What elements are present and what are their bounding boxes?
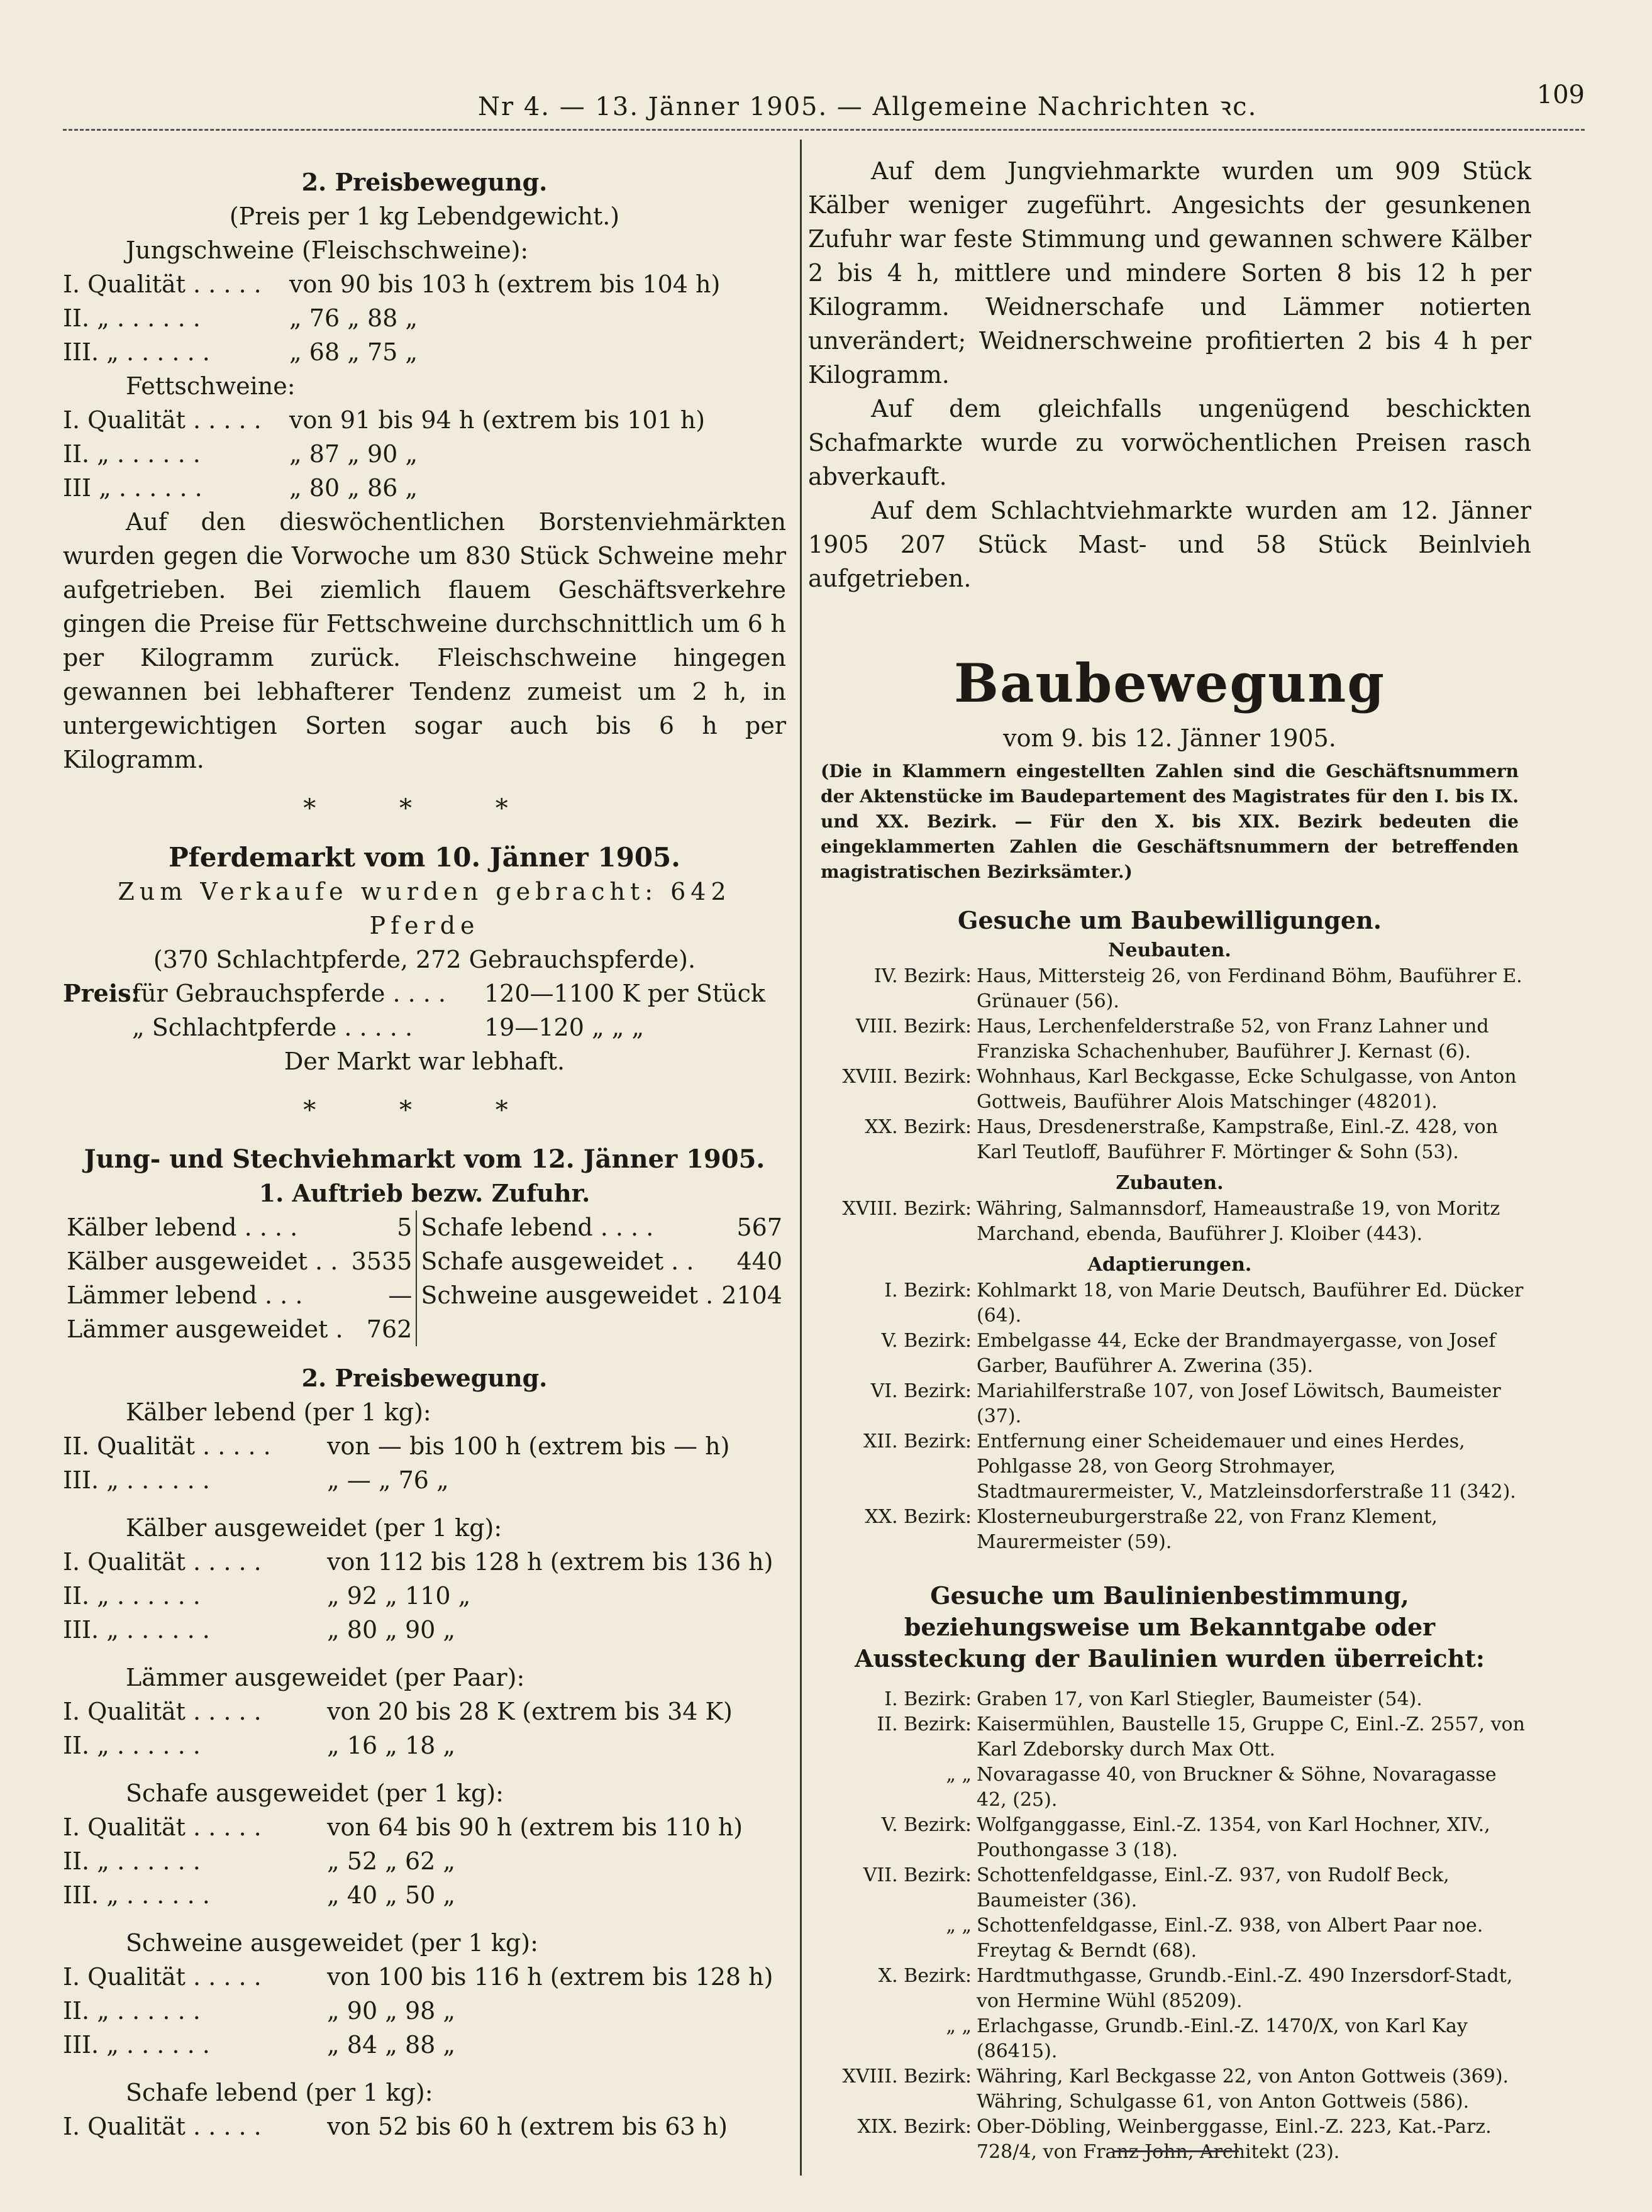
preis1-paragraph: Auf den dieswöchentlichen Borstenviehmärkten wurden gegen die Vorwoche um 830 Stück Schweine mehr aufgetrieben. Bei ziemlich flauem Geschäftsverkehre gingen die Preise für Fettschweine durchschnittlich um 6 h per Kilogramm zurück. Fleischschweine hingegen gewannen bei lebhafterer Tendenz zumeist um 2 h, in untergewichtigen Sorten sogar auch bis 6 h per Kilogramm. xyxy=(63,508,786,773)
gesuche-title: Gesuche um Baubewilligungen. xyxy=(958,906,1382,934)
entry-text: Kaisermühlen, Baustelle 15, Gruppe C, Einl.-Z. 2557, von Karl Zdeborsky durch Max Ott. xyxy=(977,1713,1525,1761)
closing-rule xyxy=(1113,2150,1239,2152)
list-item xyxy=(808,1197,1531,1247)
price-row: I. Qualität . . . . . von 64 bis 90 h (extrem bis 110 h) xyxy=(63,1813,743,1841)
price-group-label: Schafe ausgeweidet (per 1 kg): xyxy=(126,1779,504,1807)
list-item xyxy=(808,1687,1531,1712)
schlachtvieh-paragraph: Auf dem Schlachtviehmarkte wurden am 12. Jänner 1905 207 Stück Mast- und 58 Stück Beinlvieh aufgetrieben. xyxy=(808,497,1531,592)
price-row: III. „ . . . . . . „ 40 „ 50 „ xyxy=(63,1881,456,1909)
district-label: „ „ xyxy=(946,2015,972,2037)
district-label: XIX. Bezirk: xyxy=(857,2116,972,2138)
district-label: XVIII. Bezirk: xyxy=(842,1066,972,1088)
left-column xyxy=(63,154,786,2143)
list-item xyxy=(808,964,1531,1014)
price-row: II. „ . . . . . . „ 92 „ 110 „ xyxy=(63,1582,471,1610)
table-row: Kälber lebend . . . . 5 Schafe lebend . . . . 567 xyxy=(63,1210,786,1244)
jungvieh-subtitle: 1. Auftrieb bezw. Zufuhr. xyxy=(258,1179,590,1207)
price-row: II. „ . . . . . . „ 90 „ 98 „ xyxy=(63,1997,456,2025)
district-label: II. Bezirk: xyxy=(877,1713,972,1735)
baubewegung-notice: (Die in Klammern eingestellten Zahlen sind die Geschäftsnummern der Aktenstücke im Baudepartement des Magistrates für den I. bis IX. und XX. Bezirk. — Für den X. bis XIX. Bezirk bedeuten die eingeklammerten Zahlen die Geschäftsnummern der betreffenden magistratischen Bezirksämter.) xyxy=(821,761,1519,882)
price-group-label: Kälber ausgeweidet (per 1 kg): xyxy=(126,1514,502,1542)
list-item xyxy=(808,2064,1531,2089)
entry-text: Graben 17, von Karl Stiegler, Baumeister (54). xyxy=(977,1688,1422,1710)
price-row: II. „ . . . . . . „ 16 „ 18 „ xyxy=(63,1732,456,1759)
list-item xyxy=(808,1014,1531,1065)
separator-stars: * * * xyxy=(303,1096,546,1125)
price-row: III. „ . . . . . . „ — „ 76 „ xyxy=(63,1466,449,1494)
adaptierungen-title: Adaptierungen. xyxy=(1087,1254,1252,1276)
entry-text: Entfernung einer Scheidemauer und eines Herdes, Pohlgasse 28, von Georg Strohmayer, Stadtmaurermeister, V., Matzleinsdorferstraße 11 (342). xyxy=(977,1430,1516,1503)
entry-text: Haus, Mittersteig 26, von Ferdinand Böhm, Bauführer E. Grünauer (56). xyxy=(977,965,1522,1012)
column-divider xyxy=(800,140,802,2176)
entry-text: Haus, Dresdenerstraße, Kampstraße, Einl.-Z. 428, von Karl Teutloff, Bauführer F. Mörtinger & Sohn (53). xyxy=(977,1116,1498,1163)
entry-text: Schottenfeldgasse, Einl.-Z. 937, von Rudolf Beck, Baumeister (36). xyxy=(977,1864,1450,1911)
table-row: Lämmer lebend . . . — Schweine ausgeweidet . 2104 xyxy=(63,1278,786,1312)
entry-text: Klosterneuburgerstraße 22, von Franz Klement, Maurermeister (59). xyxy=(977,1506,1438,1553)
district-label: V. Bezirk: xyxy=(881,1814,972,1836)
schafmarkt-paragraph: Auf dem gleichfalls ungenügend beschickten Schafmarkte wurde zu vorwöchentlichen Preisen rasch abverkauft. xyxy=(808,395,1531,490)
district-label: XII. Bezirk: xyxy=(863,1430,972,1452)
baulinien-list xyxy=(808,1687,1531,2165)
preis2-title: 2. Preisbewegung. xyxy=(301,1364,548,1392)
adaptierungen-list xyxy=(808,1278,1531,1555)
price-row: III. „ . . . . . . „ 68 „ 75 „ xyxy=(63,338,418,366)
list-item xyxy=(808,2089,1531,2115)
price-row: III „ . . . . . . „ 80 „ 86 „ xyxy=(63,474,418,502)
district-label: „ „ xyxy=(946,1915,972,1937)
baubewegung-title: Baubewegung xyxy=(953,652,1386,714)
list-item xyxy=(808,1379,1531,1429)
pferdemarkt-line1: Zum Verkaufe wurden gebracht: 642 Pferde xyxy=(118,878,731,939)
entry-text: Novaragasse 40, von Bruckner & Söhne, Novaragasse 42, (25). xyxy=(977,1764,1497,1811)
preis1-subtitle: (Preis per 1 kg Lebendgewicht.) xyxy=(229,202,620,230)
baubewegung-date: vom 9. bis 12. Jänner 1905. xyxy=(1003,724,1336,752)
district-label: VII. Bezirk: xyxy=(863,1864,972,1886)
list-item xyxy=(808,1505,1531,1555)
fett-rows xyxy=(63,403,786,505)
district-label xyxy=(808,2089,977,2115)
district-label: X. Bezirk: xyxy=(878,1965,972,1987)
entry-text: Währing, Karl Beckgasse 22, von Anton Gottweis (369). xyxy=(977,2065,1509,2088)
price-row: II. „ . . . . . . „ 76 „ 88 „ xyxy=(63,304,418,332)
price-group-label: Lämmer ausgeweidet (per Paar): xyxy=(126,1664,525,1691)
price-row: I. Qualität . . . . . von 100 bis 116 h (extrem bis 128 h) xyxy=(63,1963,773,1991)
pferdemarkt-line3: Der Markt war lebhaft. xyxy=(284,1048,565,1075)
price-row: I. Qualität . . . . . von 91 bis 94 h (extrem bis 101 h) xyxy=(63,406,706,434)
price-group-label: Schweine ausgeweidet (per 1 kg): xyxy=(126,1929,538,1957)
price-row: I. Qualität . . . . . von 20 bis 28 K (extrem bis 34 K) xyxy=(63,1698,733,1725)
neubauten-title: Neubauten. xyxy=(1108,939,1231,961)
list-item xyxy=(808,1429,1531,1505)
table-row: Lämmer ausgeweidet . 762 xyxy=(63,1312,786,1346)
pferde-price-row: Preis: für Gebrauchspferde . . . . 120—1100 K per Stück xyxy=(63,979,765,1007)
preis1-title: 2. Preisbewegung. xyxy=(301,168,548,196)
list-item xyxy=(808,1065,1531,1115)
zubauten-list xyxy=(808,1197,1531,1247)
price-row: I. Qualität . . . . . von 90 bis 103 h (extrem bis 104 h) xyxy=(63,270,721,298)
jungvieh-title: Jung- und Stechviehmarkt vom 12. Jänner 1905. xyxy=(84,1144,765,1174)
neubauten-list xyxy=(808,964,1531,1165)
jungvieh-paragraph: Auf dem Jungviehmarkte wurden um 909 Stück Kälber weniger zugeführt. Angesichts der gesunkenen Zufuhr war feste Stimmung und gewannen schwere Kälber 2 bis 4 h, mittlere und mindere Sorten 8 bis 12 h per Kilogramm. Weidnerschafe und Lämmer notierten unverändert; Weidnerschweine profitierten 2 bis 4 h per Kilogramm. xyxy=(808,157,1531,389)
entry-text: Embelgasse 44, Ecke der Brandmayergasse, von Josef Garber, Bauführer A. Zwerina (35). xyxy=(977,1330,1496,1377)
district-label: V. Bezirk: xyxy=(881,1330,972,1352)
pferde-price-row: „ Schlachtpferde . . . . . 19—120 „ „ „ xyxy=(132,1014,645,1041)
price-row: II. „ . . . . . . „ 52 „ 62 „ xyxy=(63,1847,456,1875)
entry-text: Ober-Döbling, Weinberggasse, Einl.-Z. 223, Kat.-Parz. 728/4, von Franz John, Architekt (23). xyxy=(977,2116,1492,2163)
right-column xyxy=(808,154,1531,2165)
list-item xyxy=(808,1278,1531,1329)
list-item xyxy=(808,1813,1531,1863)
list-item xyxy=(808,1964,1531,2014)
entry-text: Währing, Schulgasse 61, von Anton Gottweis (586). xyxy=(977,2091,1470,2113)
list-item xyxy=(808,1712,1531,1762)
district-label: I. Bezirk: xyxy=(884,1280,972,1302)
district-label: IV. Bezirk: xyxy=(873,965,972,987)
preis2-groups xyxy=(63,1395,786,2143)
list-item xyxy=(808,1863,1531,1913)
price-group-label: Kälber lebend (per 1 kg): xyxy=(126,1398,431,1426)
price-row: III. „ . . . . . . „ 84 „ 88 „ xyxy=(63,2031,456,2059)
list-item xyxy=(808,1115,1531,1165)
entry-text: Haus, Lerchenfelderstraße 52, von Franz Lahner und Franziska Schachenhuber, Bauführer J. Kernast (6). xyxy=(977,1015,1489,1063)
list-item xyxy=(808,1913,1531,1964)
entry-text: Mariahilferstraße 107, von Josef Löwitsch, Baumeister (37). xyxy=(977,1380,1501,1427)
entry-text: Kohlmarkt 18, von Marie Deutsch, Bauführer Ed. Dücker (64). xyxy=(977,1280,1524,1327)
price-row: II. „ . . . . . . „ 87 „ 90 „ xyxy=(63,440,418,468)
issue-line: Nr 4. — 13. Jänner 1905. — Allgemeine Nachrichten ꝛc. xyxy=(478,92,1258,121)
list-item xyxy=(808,1762,1531,1813)
auftrieb-table xyxy=(63,1210,786,1346)
entry-text: Schottenfeldgasse, Einl.-Z. 938, von Albert Paar noe. Freytag & Berndt (68). xyxy=(977,1915,1483,1962)
header-rule xyxy=(63,129,1585,131)
price-row: I. Qualität . . . . . von 52 bis 60 h (extrem bis 63 h) xyxy=(63,2113,728,2140)
jung-label: Jungschweine (Fleischschweine): xyxy=(126,236,529,264)
list-item xyxy=(808,1329,1531,1379)
district-label: I. Bezirk: xyxy=(884,1688,972,1710)
page-header xyxy=(63,77,1585,121)
district-label: VIII. Bezirk: xyxy=(855,1015,972,1037)
zubauten-title: Zubauten. xyxy=(1116,1172,1224,1194)
entry-text: Hardtmuthgasse, Grundb.-Einl.-Z. 490 Inzersdorf-Stadt, von Hermine Wühl (85209). xyxy=(977,1965,1513,2012)
page-number: 109 xyxy=(1536,80,1585,109)
list-item xyxy=(808,2014,1531,2064)
baulinien-title: Gesuche um Baulinienbestimmung, beziehungsweise um Bekanntgabe oder Aussteckung der Baulinien wurden überreicht: xyxy=(855,1581,1485,1673)
fett-label: Fettschweine: xyxy=(126,372,296,400)
district-label: VI. Bezirk: xyxy=(870,1380,972,1402)
district-label: XVIII. Bezirk: xyxy=(842,1198,972,1220)
entry-text: Währing, Salmannsdorf, Hameaustraße 19, von Moritz Marchand, ebenda, Bauführer J. Kloiber (443). xyxy=(977,1198,1500,1245)
table-row: Kälber ausgeweidet . . 3535 Schafe ausgeweidet . . 440 xyxy=(63,1244,786,1278)
pferdemarkt-line2: (370 Schlachtpferde, 272 Gebrauchspferde). xyxy=(153,946,696,973)
jung-rows xyxy=(63,267,786,369)
price-row: III. „ . . . . . . „ 80 „ 90 „ xyxy=(63,1616,456,1644)
list-item xyxy=(808,2115,1531,2165)
price-row: I. Qualität . . . . . von 112 bis 128 h (extrem bis 136 h) xyxy=(63,1548,773,1576)
entry-text: Wohnhaus, Karl Beckgasse, Ecke Schulgasse, von Anton Gottweis, Bauführer Alois Matschinger (48201). xyxy=(977,1066,1517,1113)
district-label: XVIII. Bezirk: xyxy=(842,2065,972,2088)
pferdemarkt-title: Pferdemarkt vom 10. Jänner 1905. xyxy=(169,842,680,873)
separator-stars: * * * xyxy=(303,794,546,823)
entry-text: Erlachgasse, Grundb.-Einl.-Z. 1470/X, von Karl Kay (86415). xyxy=(977,2015,1468,2062)
entry-text: Wolfganggasse, Einl.-Z. 1354, von Karl Hochner, XIV., Pouthongasse 3 (18). xyxy=(977,1814,1490,1861)
district-label: „ „ xyxy=(946,1764,972,1786)
district-label: XX. Bezirk: xyxy=(865,1506,972,1528)
price-group-label: Schafe lebend (per 1 kg): xyxy=(126,2079,433,2106)
price-row: II. Qualität . . . . . von — bis 100 h (extrem bis — h) xyxy=(63,1432,730,1460)
district-label: XX. Bezirk: xyxy=(865,1116,972,1138)
